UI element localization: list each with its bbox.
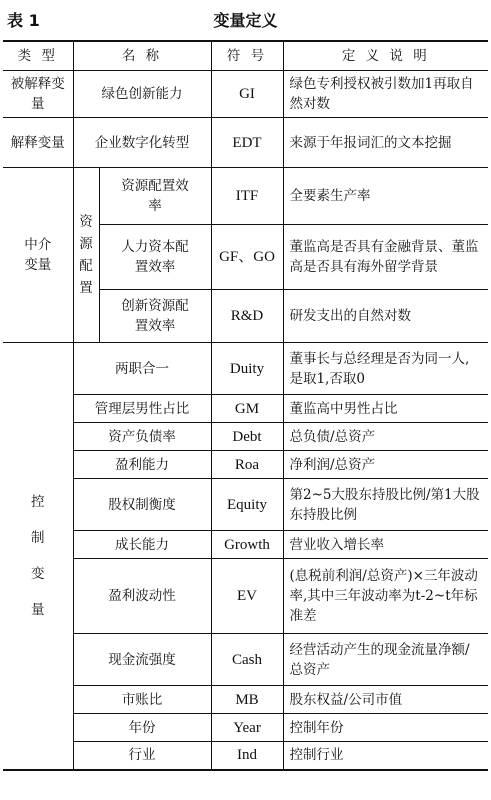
table-row [3,71,488,118]
name-cell: 盈利能力 [73,451,211,479]
table-row [3,395,488,423]
table-row [3,714,488,742]
definition-cell: 控制年份 [283,714,488,742]
definition-cell: 董事长与总经理是否为同一人,是取1,否取0 [283,343,488,395]
symbol-cell: MB [211,686,283,714]
definition-cell: 控制行业 [283,742,488,770]
definition-cell: 总负债/总资产 [283,423,488,451]
symbol-cell: Debt [211,423,283,451]
symbol-cell: Duity [211,343,283,395]
table-title: 变量定义 [213,11,278,30]
name-cell: 两职合一 [73,343,211,395]
table-row [3,451,488,479]
name-cell: 行业 [73,742,211,770]
table-row [3,479,488,531]
symbol-cell: GI [211,71,283,118]
symbol-cell: EV [211,559,283,634]
name-cell: 盈利波动性 [73,559,211,634]
name-label: 创新资源配置效率 [121,298,189,334]
name-cell: 股权制衡度 [73,479,211,531]
name-label: 人力资本配置效率 [121,239,189,275]
table-row [3,686,488,714]
table-row [3,634,488,686]
type-label: 中介变量 [24,237,52,273]
definition-cell: 全要素生产率 [283,168,488,225]
name-cell: 成长能力 [73,531,211,559]
definition-cell: 第2~5大股东持股比例/第1大股东持股比例 [283,479,488,531]
symbol-cell: GF、GO [211,225,283,290]
name-cell [99,225,211,290]
definition-cell: 经营活动产生的现金流量净额/总资产 [283,634,488,686]
table-row [3,168,488,225]
type-cell: 解释变量 [10,134,65,151]
subtype-cell [73,168,99,343]
table-row [3,531,488,559]
definition-cell: 研发支出的自然对数 [283,290,488,343]
name-cell [99,290,211,343]
table-row [3,118,488,168]
col-header-definition: 定 义 说 明 [283,41,488,71]
col-header-name: 名 称 [73,41,211,71]
symbol-cell: Growth [211,531,283,559]
table-caption [0,6,491,34]
table-number: 表 1 [7,11,40,30]
symbol-cell: Roa [211,451,283,479]
definition-cell: 净利润/总资产 [283,451,488,479]
table-row [3,343,488,395]
header-row [3,41,488,71]
name-cell: 资产负债率 [73,423,211,451]
type-label: 控制变量 [31,493,45,618]
symbol-cell: ITF [211,168,283,225]
subtype-label: 资源配置 [79,214,93,296]
symbol-cell: R&D [211,290,283,343]
symbol-cell: GM [211,395,283,423]
definition-cell: 来源于年报词汇的文本挖掘 [283,118,488,168]
col-header-type: 类 型 [17,48,58,64]
name-cell: 管理层男性占比 [73,395,211,423]
type-cell: 被解释变量 [10,76,65,112]
table-row [3,742,488,770]
type-cell [3,343,73,770]
symbol-cell: Year [211,714,283,742]
name-cell: 市账比 [73,686,211,714]
name-label: 资源配置效率 [121,178,189,214]
definition-cell: 董监高中男性占比 [283,395,488,423]
table-row [3,423,488,451]
symbol-cell: Cash [211,634,283,686]
symbol-cell: Equity [211,479,283,531]
definition-cell: 董监高是否具有金融背景、董监高是否具有海外留学背景 [283,225,488,290]
name-cell: 绿色创新能力 [73,71,211,118]
type-cell [3,168,73,343]
name-cell: 企业数字化转型 [73,118,211,168]
definition-cell: 绿色专利授权被引数加1再取自然对数 [283,71,488,118]
name-cell: 现金流强度 [73,634,211,686]
col-header-symbol: 符 号 [211,41,283,71]
definition-cell: (息税前利润/总资产)×三年波动率,其中三年波动率为t-2~t年标准差 [283,559,488,634]
name-cell [99,168,211,225]
definition-cell: 营业收入增长率 [283,531,488,559]
symbol-cell: Ind [211,742,283,770]
symbol-cell: EDT [211,118,283,168]
variable-definition-table [3,40,488,771]
name-cell: 年份 [73,714,211,742]
table-row [3,559,488,634]
definition-cell: 股东权益/公司市值 [283,686,488,714]
